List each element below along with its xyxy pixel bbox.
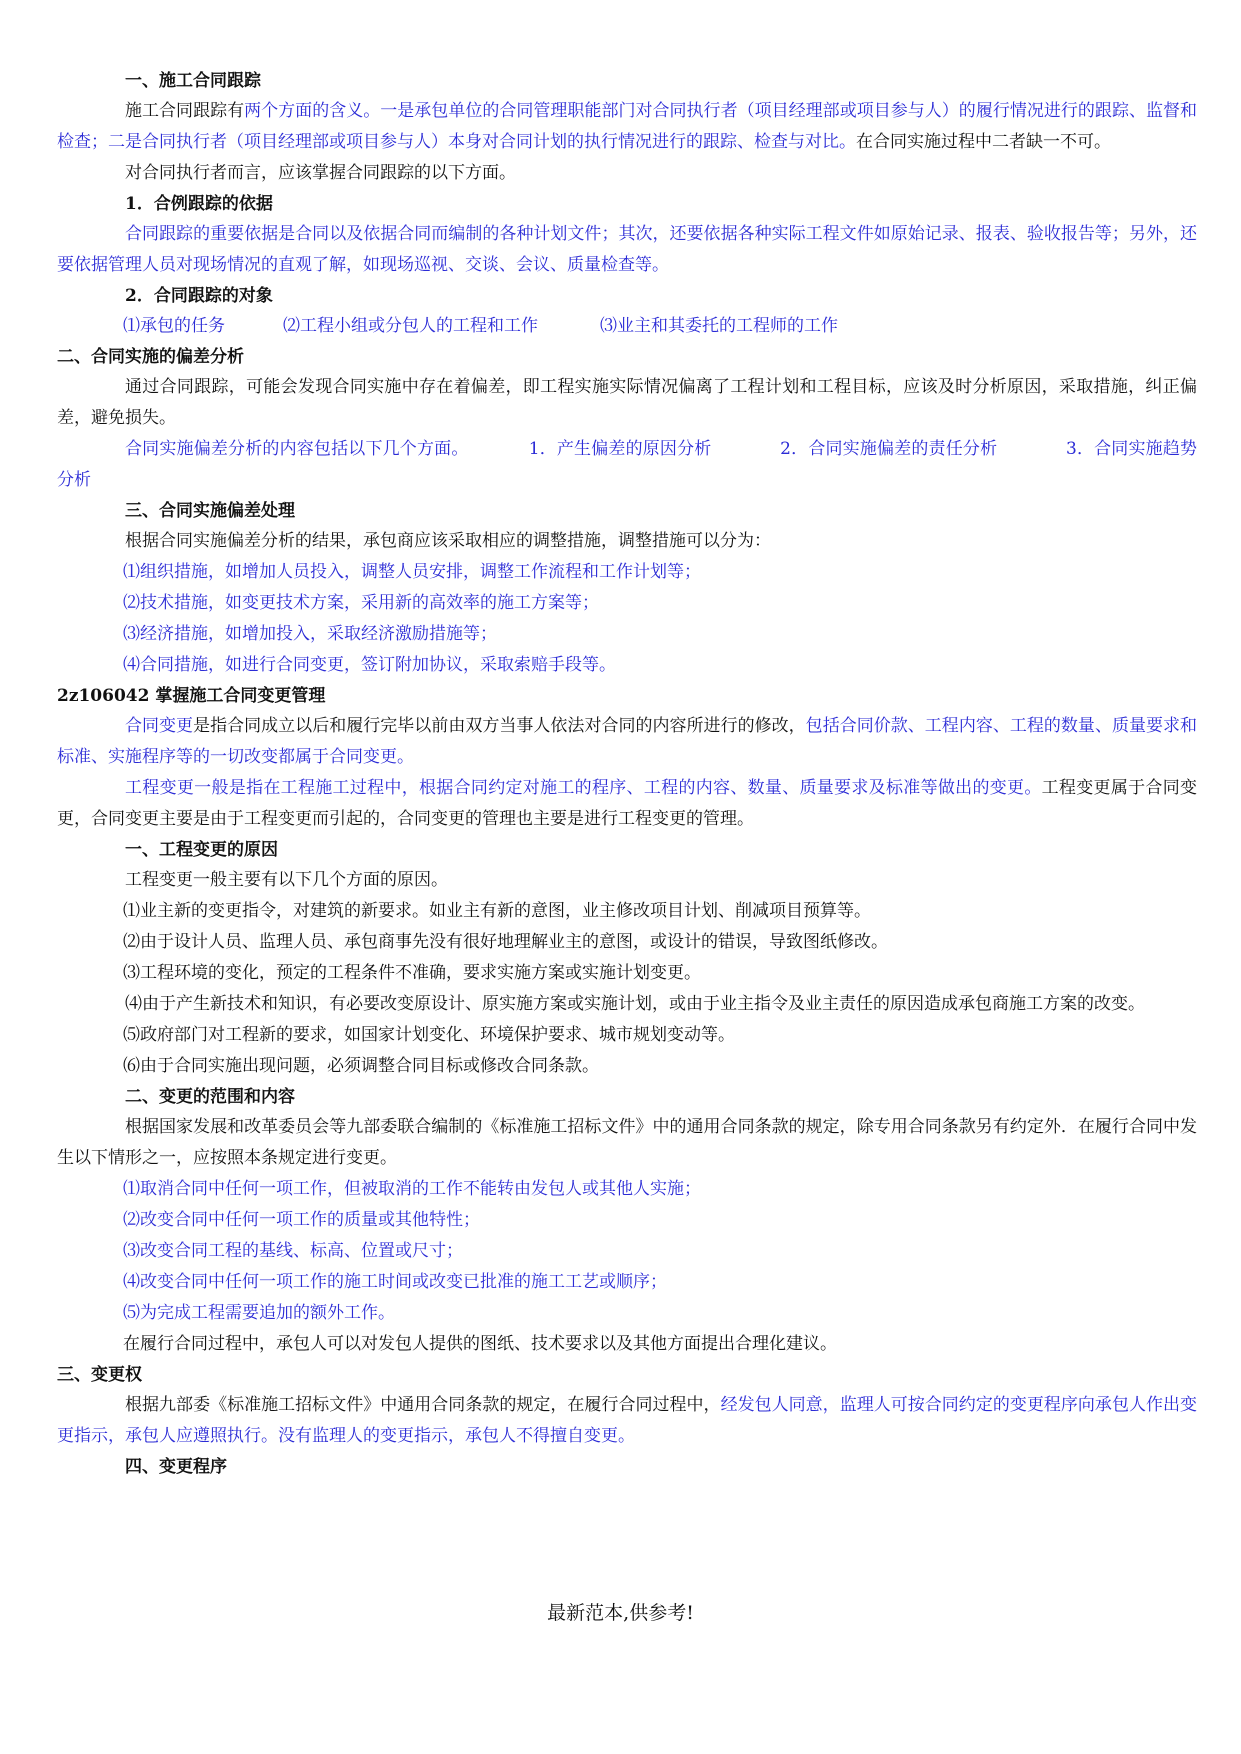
list-item: ⑴承包的任务: [123, 316, 225, 336]
paragraph-tracking-meaning: [57, 96, 1197, 158]
text-run: 工程变更属于合同变更，合同变更主要是由于工程变更而引起的，合同变更的管理也主要是进行工程变更的管理。: [57, 778, 1198, 829]
section-heading-contract-tracking: 一、施工合同跟踪: [125, 71, 261, 91]
section-heading-change-causes: 一、工程变更的原因: [125, 840, 278, 860]
section-heading-deviation-handling: 三、合同实施偏差处理: [125, 501, 295, 521]
text-run: 在合同实施过程中二者缺一不可。: [856, 132, 1111, 152]
tracking-objects-row: [57, 311, 1197, 342]
paragraph-tracking-basis: 合同跟踪的重要依据是合同以及依据合同而编制的各种计划文件；其次，还要依据各种实际工程文件如原始记录、报表、验收报告等；另外，还要依据管理人员对现场情况的直观了解，如现场巡视、交谈、会议、质量检查等。: [57, 224, 1197, 275]
list-item: ⑶改变合同工程的基线、标高、位置或尺寸；: [123, 1241, 463, 1261]
list-item: ⑸政府部门对工程新的要求，如国家计划变化、环境保护要求、城市规划变动等。: [123, 1025, 735, 1045]
paragraph-tracking-aspects: 对合同执行者而言，应该掌握合同跟踪的以下方面。: [125, 163, 516, 183]
paragraph-scope-intro: 根据国家发展和改革委员会等九部委联合编制的《标准施工招标文件》中的通用合同条款的规定，除专用合同条款另有约定外．在履行合同中发生以下情形之一，应按照本条规定进行变更。: [57, 1117, 1197, 1168]
subheading-tracking-basis: 1．合例跟踪的依据: [125, 194, 273, 214]
paragraph-contract-change: [57, 711, 1197, 773]
subheading-tracking-objects: 2．合同跟踪的对象: [125, 286, 273, 306]
section-heading-change-scope: 二、变更的范围和内容: [125, 1087, 295, 1107]
paragraph-causes-intro: 工程变更一般主要有以下几个方面的原因。: [125, 870, 448, 890]
highlighted-text: 两个方面的含义。一是承包单位的合同管理职能部门对合同执行者（项目经理部或项目参与人）的履行情况进行的跟踪、监督和检查；二是合同执行者（项目经理部或项目参与人）本身对合同计划的执行情况进行的跟踪、检查与对比。: [57, 101, 1198, 152]
list-item: ⑵技术措施，如变更技术方案，采用新的高效率的施工方案等；: [123, 593, 599, 613]
highlighted-text: 合同变更: [125, 716, 194, 736]
text-run: 施工合同跟踪有: [125, 101, 245, 121]
list-item: ⑵由于设计人员、监理人员、承包商事先没有很好地理解业主的意图，或设计的错误，导致图纸修改。: [123, 932, 888, 952]
highlighted-text: 经发包人同意，监理人可按合同约定的变更程序向承包人作出变更指示，承包人应遵照执行。没有监理人的变更指示，承包人不得擅自变更。: [57, 1395, 1198, 1446]
list-item: ⑶工程环境的变化，预定的工程条件不准确，要求实施方案或实施计划变更。: [123, 963, 701, 983]
text-run: 是指合同成立以后和履行完毕以前由双方当事人依法对合同的内容所进行的修改，: [193, 716, 806, 736]
section-heading-change-management: 2z106042 掌握施工合同变更管理: [57, 686, 326, 706]
paragraph-deviation-contents: 合同实施偏差分析的内容包括以下几个方面。 1．产生偏差的原因分析 2．合同实施偏差的责任分析 3．合同实施趋势分析: [57, 439, 1197, 490]
page-footer: 最新范本,供参考!: [547, 1602, 694, 1624]
paragraph-change-right: [57, 1390, 1197, 1452]
list-item: ⑸为完成工程需要追加的额外工作。: [123, 1303, 395, 1323]
highlighted-text: 工程变更一般是指在工程施工过程中，根据合同约定对施工的程序、工程的内容、数量、质量要求及标准等做出的变更。: [125, 778, 1042, 798]
list-item: ⑹由于合同实施出现问题，必须调整合同目标或修改合同条款。: [123, 1056, 599, 1076]
paragraph-engineering-change: [57, 773, 1197, 835]
paragraph-rationalization: 在履行合同过程中，承包人可以对发包人提供的图纸、技术要求以及其他方面提出合理化建议。: [123, 1334, 837, 1354]
list-item: ⑶经济措施，如增加投入，采取经济激励措施等；: [123, 624, 497, 644]
section-heading-deviation-analysis: 二、合同实施的偏差分析: [57, 347, 244, 367]
list-item: ⑵改变合同中任何一项工作的质量或其他特性；: [123, 1210, 480, 1230]
paragraph-deviation-intro: 通过合同跟踪，可能会发现合同实施中存在着偏差，即工程实施实际情况偏离了工程计划和工程目标，应该及时分析原因，采取措施，纠正偏差，避免损失。: [57, 377, 1197, 428]
document-body: [57, 66, 1197, 1482]
list-item: ⑵工程小组或分包人的工程和工作: [283, 316, 538, 336]
list-item: ⑷由于产生新技术和知识，有必要改变原设计、原实施方案或实施计划，或由于业主指令及业主责任的原因造成承包商施工方案的改变。: [125, 994, 1145, 1014]
paragraph-handling-intro: 根据合同实施偏差分析的结果，承包商应该采取相应的调整措施，调整措施可以分为：: [125, 531, 771, 551]
list-item: ⑷改变合同中任何一项工作的施工时间或改变已批准的施工工艺或顺序；: [123, 1272, 667, 1292]
list-item: ⑴取消合同中任何一项工作，但被取消的工作不能转由发包人或其他人实施；: [123, 1179, 701, 1199]
list-item: ⑶业主和其委托的工程师的工作: [600, 316, 838, 336]
list-item: ⑴业主新的变更指令，对建筑的新要求。如业主有新的意图，业主修改项目计划、削减项目预算等。: [123, 901, 871, 921]
section-heading-change-right: 三、变更权: [57, 1365, 142, 1385]
text-run: 根据九部委《标准施工招标文件》中通用合同条款的规定，在履行合同过程中，: [125, 1395, 721, 1415]
section-heading-change-procedure: 四、变更程序: [125, 1457, 227, 1477]
list-item: ⑴组织措施，如增加人员投入，调整人员安排，调整工作流程和工作计划等；: [123, 562, 701, 582]
highlighted-text: 包括合同价款、工程内容、工程的数量、质量要求和标准、实施程序等的一切改变都属于合同变更。: [57, 716, 1198, 767]
list-item: ⑷合同措施，如进行合同变更，签订附加协议，采取索赔手段等。: [123, 655, 616, 675]
